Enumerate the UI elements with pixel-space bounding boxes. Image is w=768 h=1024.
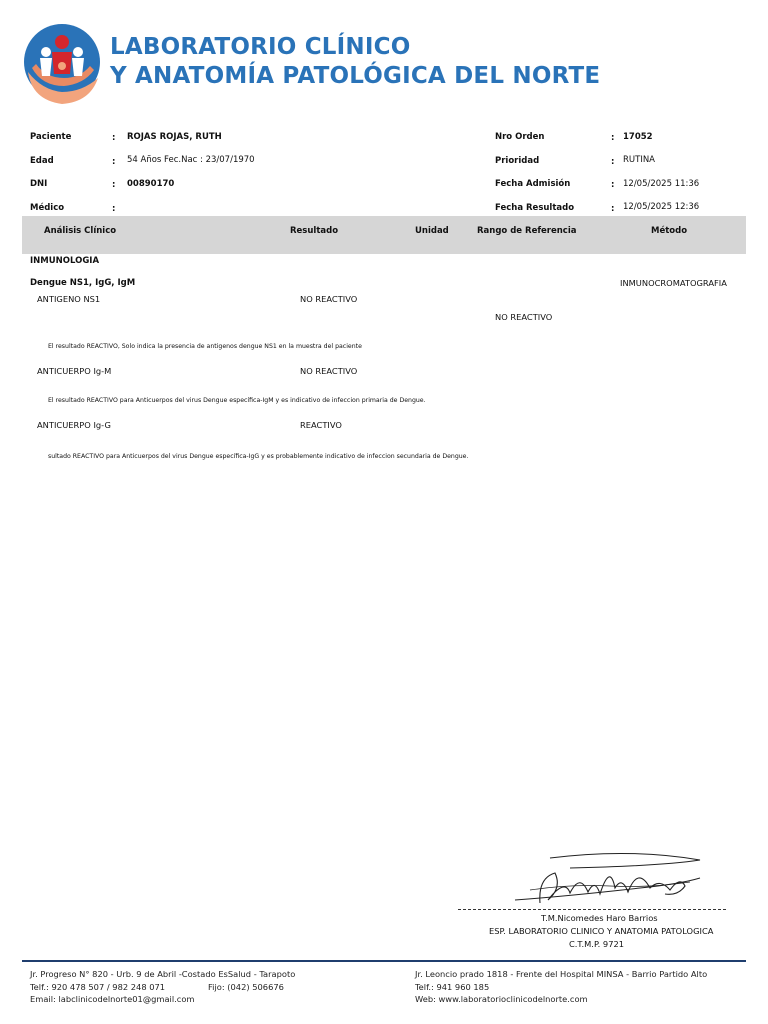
colon: : xyxy=(611,180,615,190)
footer-web[interactable]: Web: www.laboratorioclinicodelnorte.com xyxy=(415,994,588,1004)
item-result: NO REACTIVO xyxy=(300,366,358,376)
signature-icon xyxy=(510,848,710,910)
medico-label: Médico xyxy=(30,203,65,213)
item-result: REACTIVO xyxy=(300,420,342,430)
item-name: ANTICUERPO Ig-G xyxy=(37,420,111,430)
colon: : xyxy=(112,180,116,190)
fecha-admision-value: 12/05/2025 11:36 xyxy=(623,179,700,189)
edad-label: Edad xyxy=(30,156,54,166)
header-unidad: Unidad xyxy=(415,226,449,236)
colon: : xyxy=(112,157,116,167)
item-result: NO REACTIVO xyxy=(300,294,358,304)
test-method: INMUNOCROMATOGRAFIA xyxy=(620,278,727,288)
dni-label: DNI xyxy=(30,179,48,189)
test-name: Dengue NS1, IgG, IgM xyxy=(30,278,136,288)
fecha-admision-label: Fecha Admisión xyxy=(495,179,571,189)
footer-divider xyxy=(22,960,746,962)
colon: : xyxy=(112,133,116,143)
footer-email[interactable]: Email: labclinicodelnorte01@gmail.com xyxy=(30,994,195,1004)
footer-address-right: Jr. Leoncio prado 1818 - Frente del Hospital MINSA - Barrio Partido Alto xyxy=(415,969,708,979)
results-table-header xyxy=(22,216,746,254)
item-note: El resultado REACTIVO, Solo indica la presencia de antigenos dengue NS1 en la muestra del paciente xyxy=(48,343,362,350)
header-analisis: Análisis Clínico xyxy=(44,226,117,236)
signature-line xyxy=(458,909,726,910)
item-reference: NO REACTIVO xyxy=(495,312,553,322)
prioridad-value: RUTINA xyxy=(623,155,655,165)
item-name: ANTIGENO NS1 xyxy=(37,294,101,304)
dni-value: 00890170 xyxy=(127,179,175,189)
nro-orden-value: 17052 xyxy=(623,132,653,142)
paciente-label: Paciente xyxy=(30,132,72,142)
signer-name: T.M.Nicomedes Haro Barrios xyxy=(541,913,658,923)
signer-ctmp: C.T.M.P. 9721 xyxy=(569,939,625,949)
footer-address-left: Jr. Progreso N° 820 - Urb. 9 de Abril -Costado EsSalud - Tarapoto xyxy=(30,969,296,979)
prioridad-label: Prioridad xyxy=(495,156,540,166)
colon: : xyxy=(611,204,615,214)
item-note: El resultado REACTIVO para Anticuerpos del virus Dengue específica-IgM y es indicativo de infeccion primaria de Dengue. xyxy=(48,397,426,404)
colon: : xyxy=(611,133,615,143)
edad-value: 54 Años Fec.Nac : 23/07/1970 xyxy=(127,155,255,165)
header-resultado: Resultado xyxy=(290,226,339,236)
item-note: sultado REACTIVO para Anticuerpos del virus Dengue específica-IgG y es probablemente indicativo de infeccion secundaria de Dengue. xyxy=(48,453,469,460)
fecha-resultado-label: Fecha Resultado xyxy=(495,203,575,213)
footer-phone-left: Telf.: 920 478 507 / 982 248 071 xyxy=(30,982,166,992)
footer-fijo: Fijo: (042) 506676 xyxy=(208,982,284,992)
header-rango: Rango de Referencia xyxy=(477,226,577,236)
lab-title-line2: Y ANATOMÍA PATOLÓGICA DEL NORTE xyxy=(110,63,601,89)
colon: : xyxy=(611,157,615,167)
header-metodo: Método xyxy=(651,226,688,236)
lab-title-line1: LABORATORIO CLÍNICO xyxy=(110,34,411,60)
footer-phone-right: Telf.: 941 960 185 xyxy=(415,982,490,992)
item-name: ANTICUERPO Ig-M xyxy=(37,366,112,376)
signer-title: ESP. LABORATORIO CLINICO Y ANATOMIA PATOLOGICA xyxy=(489,926,714,936)
lab-logo-icon xyxy=(22,22,102,106)
paciente-value: ROJAS ROJAS, RUTH xyxy=(127,132,222,142)
section-title: INMUNOLOGIA xyxy=(30,256,100,266)
nro-orden-label: Nro Orden xyxy=(495,132,545,142)
fecha-resultado-value: 12/05/2025 12:36 xyxy=(623,202,700,212)
colon: : xyxy=(112,204,116,214)
